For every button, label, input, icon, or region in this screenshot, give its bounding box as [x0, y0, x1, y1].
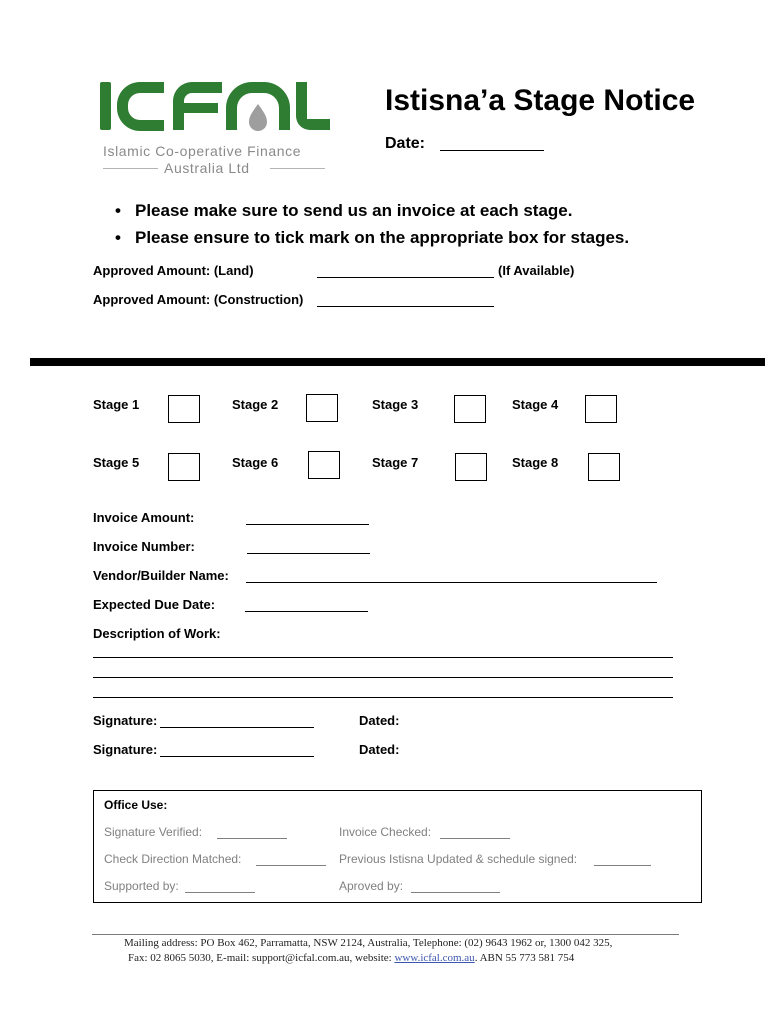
approved-construction-field[interactable]: [317, 306, 494, 307]
bullet-item: • Please make sure to send us an invoice at each stage.: [115, 201, 573, 220]
invoice-amount-field[interactable]: [246, 524, 369, 525]
date-label: Date:: [385, 135, 426, 152]
dated-label: Dated:: [359, 713, 400, 728]
logo-subtitle-line2: Australia Ltd: [164, 160, 250, 176]
stage-1-checkbox[interactable]: [168, 395, 200, 423]
approved-land-field[interactable]: [317, 277, 494, 278]
expected-due-date-label: Expected Due Date:: [93, 597, 216, 612]
stage-2-checkbox[interactable]: [306, 394, 338, 422]
signature-verified-field[interactable]: [217, 838, 287, 839]
icfal-logo: [100, 78, 330, 134]
stage-4-checkbox[interactable]: [585, 395, 617, 423]
stage-label: Stage 7: [372, 455, 419, 470]
footer-contact: Fax: 02 8065 5030, E-mail: support@icfal.com.au, website: www.icfal.com.au. ABN 55 773 581 754: [128, 952, 575, 964]
description-line-2[interactable]: [93, 677, 673, 678]
stage-label: Stage 4: [512, 397, 559, 412]
description-line-1[interactable]: [93, 657, 673, 658]
signature-label: Signature:: [93, 713, 158, 728]
logo-divider-right: [270, 168, 325, 169]
section-divider: [30, 358, 765, 366]
signature-field-1[interactable]: [160, 727, 314, 728]
stage-label: Stage 5: [93, 455, 140, 470]
check-direction-field[interactable]: [256, 865, 326, 866]
vendor-name-label: Vendor/Builder Name:: [93, 568, 229, 583]
stage-7-checkbox[interactable]: [455, 453, 487, 481]
check-direction-label: Check Direction Matched:: [104, 852, 242, 866]
signature-label: Signature:: [93, 742, 158, 757]
footer-divider: [92, 934, 679, 935]
logo-divider-left: [103, 168, 158, 169]
footer-address: Mailing address: PO Box 462, Parramatta, NSW 2124, Australia, Telephone: (02) 9643 1962 or, 1300 042 325,: [124, 937, 613, 949]
logo-subtitle-line1: Islamic Co-operative Finance: [103, 143, 302, 159]
if-available-label: (If Available): [498, 263, 575, 278]
stage-3-checkbox[interactable]: [454, 395, 486, 423]
previous-istisna-label: Previous Istisna Updated & schedule signed:: [339, 852, 578, 866]
approved-construction-label: Approved Amount: (Construction): [93, 292, 304, 307]
stage-label: Stage 2: [232, 397, 279, 412]
stage-label: Stage 6: [232, 455, 279, 470]
signature-field-2[interactable]: [160, 756, 314, 757]
previous-istisna-field[interactable]: [594, 865, 651, 866]
date-field[interactable]: [440, 150, 544, 151]
page-title: Istisna’a Stage Notice: [385, 84, 696, 117]
website-link[interactable]: www.icfal.com.au: [394, 952, 475, 964]
invoice-checked-field[interactable]: [440, 838, 510, 839]
bullet-icon: •: [115, 201, 121, 220]
description-line-3[interactable]: [93, 697, 673, 698]
signature-verified-label: Signature Verified:: [104, 825, 203, 839]
invoice-checked-label: Invoice Checked:: [339, 825, 432, 839]
supported-by-field[interactable]: [185, 892, 255, 893]
stage-label: Stage 8: [512, 455, 559, 470]
supported-by-label: Supported by:: [104, 879, 179, 893]
aproved-by-label: Aproved by:: [339, 879, 404, 893]
invoice-number-field[interactable]: [247, 553, 370, 554]
stage-label: Stage 3: [372, 397, 419, 412]
bullet-item: • Please ensure to tick mark on the appropriate box for stages.: [115, 228, 630, 247]
bullet-icon: •: [115, 228, 121, 247]
stage-5-checkbox[interactable]: [168, 453, 200, 481]
office-use-title: Office Use:: [104, 798, 168, 812]
approved-land-label: Approved Amount: (Land): [93, 263, 254, 278]
stage-8-checkbox[interactable]: [588, 453, 620, 481]
invoice-amount-label: Invoice Amount:: [93, 510, 195, 525]
office-use-box: [93, 790, 702, 903]
description-label: Description of Work:: [93, 626, 221, 641]
stage-6-checkbox[interactable]: [308, 451, 340, 479]
expected-due-date-field[interactable]: [245, 611, 368, 612]
stage-label: Stage 1: [93, 397, 140, 412]
vendor-name-field[interactable]: [246, 582, 657, 583]
invoice-number-label: Invoice Number:: [93, 539, 195, 554]
aproved-by-field[interactable]: [411, 892, 500, 893]
dated-label: Dated:: [359, 742, 400, 757]
